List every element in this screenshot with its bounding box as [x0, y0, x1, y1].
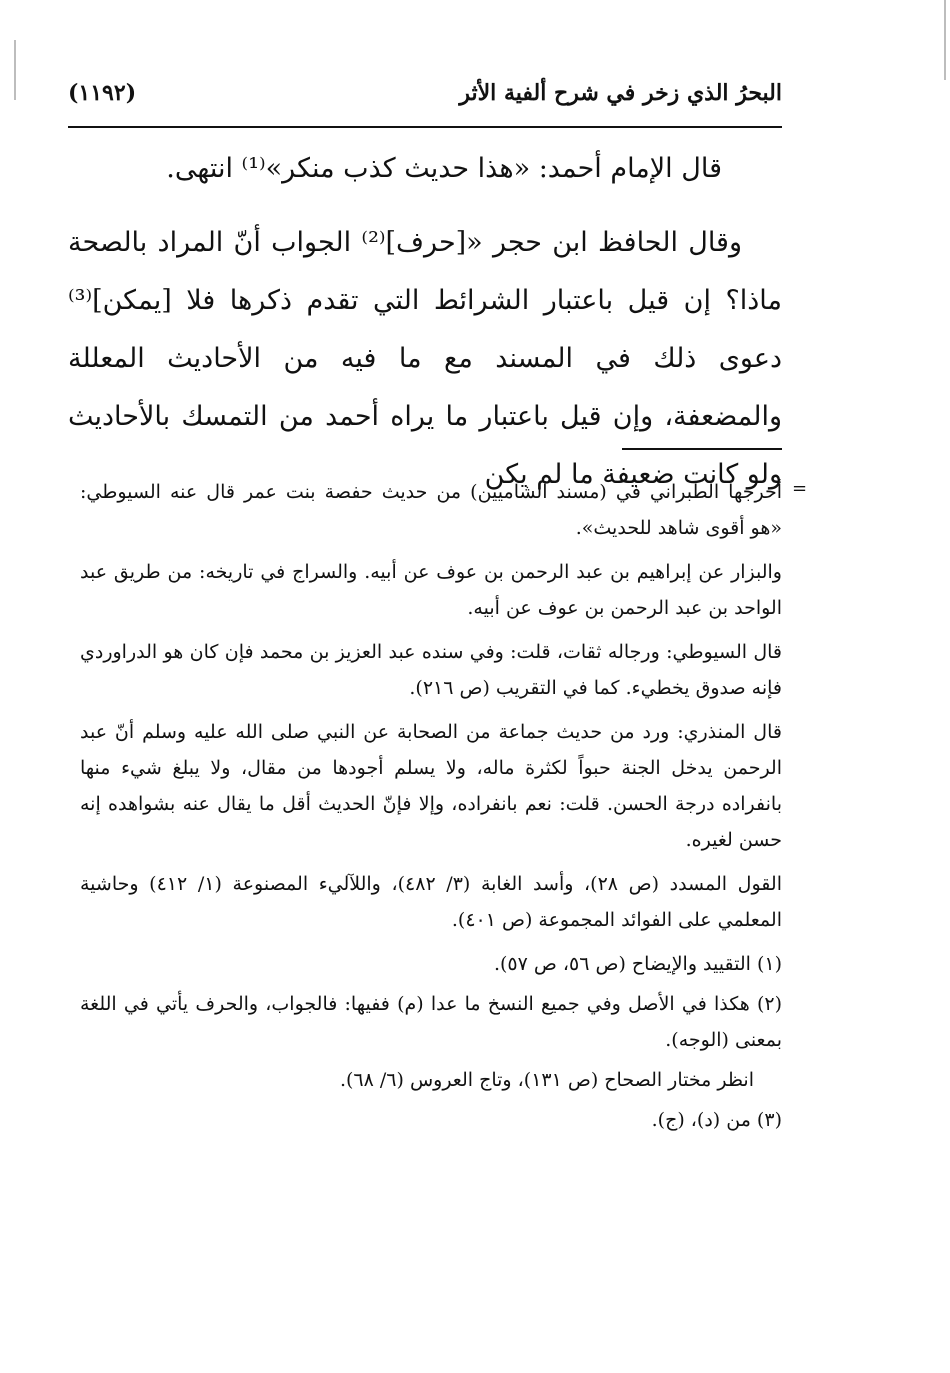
footnote-1: (١) التقييد والإيضاح (ص ٥٦، ص ٥٧). — [493, 953, 782, 975]
footnote-separator — [622, 448, 782, 450]
page-number: (١١٩٢) — [68, 80, 137, 106]
footnote-3: (٣) من (د)، (ج). — [651, 1109, 782, 1131]
footnote-continued-2: والبزار عن إبراهيم بن عبد الرحمن بن عوف عن أبيه. والسراج في تاريخه: من طريق عبد الواحد بن عبد الرحمن بن عوف عن أبيه. — [80, 561, 782, 619]
footnote-continued-4: قال المنذري: ورد من حديث جماعة من الصحابة عن النبي صلى الله عليه وسلم أنّ عبد الرحمن يدخل الجنة حبواً لكثرة ماله، ولا يسلم أجودها من مقال، ولا يبلغ شيء منها بانفراده درجة الحسن. قلت: نعم بانفراده، وإلا فإنّ الحديث أقل ما يقال عنه بشواهده إنه حسن لغيره. — [80, 721, 782, 851]
footnote-continued-3: قال السيوطي: ورجاله ثقات، قلت: وفي سنده عبد العزيز بن محمد فإن كان هو الدراوردي فإنه صدوق يخطيء. كما في التقريب (ص ٢١٦). — [80, 641, 782, 699]
footnote-continued-5: القول المسدد (ص ٢٨)، وأسد الغابة (٣/ ٤٨٢)، واللآليء المصنوعة (١/ ٤١٢) وحاشية المعلمي على الفوائد المجموعة (ص ٤٠١). — [80, 873, 782, 931]
page-header — [68, 70, 782, 128]
footnote-2: (٢) هكذا في الأصل وفي جميع النسخ ما عدا (م) ففيها: فالجواب، والحرف يأتي في اللغة بمعنى (الوجه). — [80, 993, 782, 1051]
book-title: البحرُ الذي زخر في شرح ألفية الأثر — [459, 80, 782, 106]
scan-speckle-right — [944, 0, 946, 80]
main-paragraph-1: قال الإمام أحمد: «هذا حديث كذب منكر»⁽¹⁾ انتهى. — [166, 153, 722, 184]
scan-speckle-left — [14, 40, 16, 100]
main-paragraph-2: وقال الحافظ ابن حجر «[حرف]⁽²⁾ الجواب أنّ المراد بالصحة ماذا؟ إن قيل باعتبار الشرائط التي تقدم ذكرها فلا [يمكن]⁽³⁾ دعوى ذلك في المسند مع ما فيه من الأحاديث المعللة والمضعفة، وإن قيل باعتبار ما يراه أحمد من التمسك بالأحاديث ولو كانت ضعيفة ما لم يكن — [68, 227, 782, 490]
footnotes — [80, 474, 782, 1142]
footnote-continuation-mark: = — [792, 478, 808, 499]
footnote-continued-1: أخرجها الطبراني في (مسند الشاميين) من حديث حفصة بنت عمر قال عنه السيوطي: «هو أقوى شاهد للحديث». — [80, 481, 782, 539]
footnote-2-continued: انظر مختار الصحاح (ص ١٣١)، وتاج العروس (٦/ ٦٨). — [339, 1069, 754, 1091]
